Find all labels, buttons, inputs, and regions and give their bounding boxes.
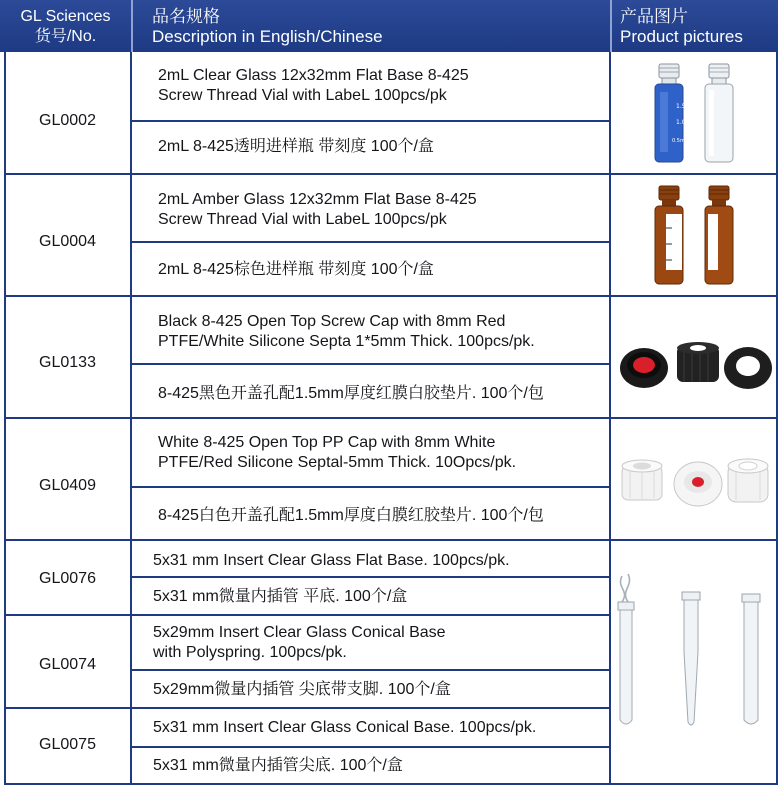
description-cn: 2mL 8-425透明进样瓶 带刻度 100个/盒 bbox=[158, 138, 434, 155]
black-cap-1 bbox=[620, 348, 668, 388]
row-divider bbox=[4, 417, 778, 419]
description-cn: 5x31 mm微量内插管 平底. 100个/盒 bbox=[153, 588, 408, 605]
description-en-line2: Screw Thread Vial with LabeL 100pcs/pk bbox=[158, 211, 447, 228]
black-cap-3 bbox=[724, 347, 772, 389]
description-cn: 5x31 mm微量内插管尖底. 100个/盒 bbox=[153, 757, 403, 774]
header-col2-line2: Description in English/Chinese bbox=[152, 27, 383, 46]
product-code: GL0076 bbox=[39, 570, 96, 587]
black-cap-image bbox=[618, 338, 774, 392]
white-cap-3 bbox=[728, 459, 768, 502]
sub-row-divider bbox=[131, 363, 610, 365]
table-header bbox=[0, 0, 778, 52]
description-en-line1: 2mL Amber Glass 12x32mm Flat Base 8-425 bbox=[158, 191, 477, 208]
header-divider bbox=[131, 0, 133, 52]
description-cn: 8-425黑色开盖孔配1.5mm厚度红膜白胶垫片. 100个/包 bbox=[158, 385, 544, 402]
description-en-line2: Screw Thread Vial with LabeL 100pcs/pk bbox=[158, 87, 447, 104]
row-divider bbox=[4, 614, 610, 616]
description-en-line1: 5x31 mm Insert Clear Glass Conical Base. 100pcs/pk. bbox=[153, 719, 537, 736]
product-code: GL0074 bbox=[39, 656, 96, 673]
description-en-line2: PTFE/Red Silicone Septal-5mm Thick. 10Opcs/pk. bbox=[158, 454, 517, 471]
description-en-line1: Black 8-425 Open Top Screw Cap with 8mm Red bbox=[158, 313, 506, 330]
insert-conical bbox=[682, 592, 700, 725]
sub-row-divider bbox=[131, 120, 610, 122]
header-divider bbox=[610, 0, 612, 52]
description-en-line1: White 8-425 Open Top PP Cap with 8mm White bbox=[158, 434, 496, 451]
vial-amber-2 bbox=[705, 186, 733, 284]
vial-label-1-5: 1.5 bbox=[676, 103, 686, 110]
description-en-line1: 5x29mm Insert Clear Glass Conical Base bbox=[153, 624, 446, 641]
description-cn: 8-425白色开盖孔配1.5mm厚度白膜红胶垫片. 100个/包 bbox=[158, 507, 544, 524]
description-en-line2: with Polyspring. 100pcs/pk. bbox=[153, 644, 347, 661]
sub-row-divider bbox=[131, 576, 610, 578]
amber-vial-image bbox=[652, 184, 752, 290]
product-code: GL0075 bbox=[39, 736, 96, 753]
vial-blue bbox=[655, 64, 686, 162]
header-col-description bbox=[152, 0, 602, 52]
row-divider bbox=[4, 707, 610, 709]
insert-tubes-image bbox=[612, 572, 776, 730]
vial-label-1-0: 1.0 bbox=[676, 119, 686, 126]
product-code: GL0133 bbox=[39, 354, 96, 371]
clear-vial-image bbox=[652, 62, 752, 168]
white-cap-1 bbox=[622, 460, 662, 500]
row-divider bbox=[4, 173, 778, 175]
header-col-number bbox=[0, 0, 131, 52]
white-cap-image bbox=[618, 452, 774, 512]
sub-row-divider bbox=[131, 669, 610, 671]
sub-row-divider bbox=[131, 746, 610, 748]
description-en-line2: PTFE/White Silicone Septa 1*5mm Thick. 100pcs/pk. bbox=[158, 333, 535, 350]
vial-clear bbox=[705, 64, 733, 162]
description-en-line1: 5x31 mm Insert Clear Glass Flat Base. 100pcs/pk. bbox=[153, 552, 510, 569]
header-col3-line1: 产品图片 bbox=[620, 7, 688, 26]
insert-flat bbox=[742, 594, 760, 724]
row-divider bbox=[4, 295, 778, 297]
header-col-pictures bbox=[620, 0, 778, 52]
vial-amber-1 bbox=[655, 186, 683, 284]
header-col3-line2: Product pictures bbox=[620, 27, 743, 46]
insert-with-polyspring bbox=[618, 574, 634, 724]
product-code: GL0004 bbox=[39, 233, 96, 250]
sub-row-divider bbox=[131, 241, 610, 243]
vial-label-0-5: 0.5ml bbox=[672, 138, 687, 144]
sub-row-divider bbox=[131, 486, 610, 488]
description-cn: 5x29mm微量内插管 尖底带支脚. 100个/盒 bbox=[153, 681, 451, 698]
white-cap-2 bbox=[674, 462, 722, 506]
header-col1-line2: 货号/No. bbox=[34, 28, 97, 45]
header-col2-line1: 品名规格 bbox=[152, 7, 220, 26]
black-cap-2 bbox=[677, 342, 719, 382]
header-col1-line1: GL Sciences bbox=[20, 8, 111, 25]
product-code: GL0002 bbox=[39, 112, 96, 129]
product-code: GL0409 bbox=[39, 477, 96, 494]
description-en-line1: 2mL Clear Glass 12x32mm Flat Base 8-425 bbox=[158, 67, 469, 84]
row-divider bbox=[4, 539, 778, 541]
description-cn: 2mL 8-425棕色进样瓶 带刻度 100个/盒 bbox=[158, 261, 434, 278]
